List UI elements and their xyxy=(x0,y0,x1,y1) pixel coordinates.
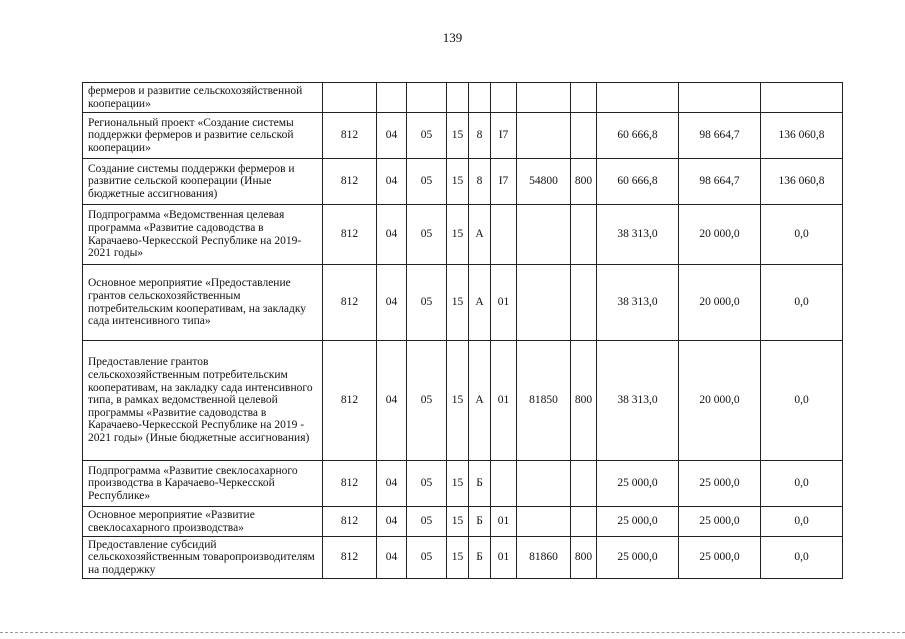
cell-csr-2: Б xyxy=(469,461,491,507)
cell-csr-3: I7 xyxy=(491,113,517,159)
cell-vr xyxy=(571,205,597,265)
page-number: 139 xyxy=(442,30,463,45)
cell-pr: 05 xyxy=(407,265,447,341)
cell-amount-3: 0,0 xyxy=(761,205,843,265)
cell-amount-3: 136 060,8 xyxy=(761,159,843,205)
table-row xyxy=(83,461,843,507)
cell-name: Предоставление грантов сельскохозяйственным потребительским кооперативам, на закладку сада интенсивного типа, в рамках ведомственной целевой программы «Развитие садоводства в Карачаево-Черкесской Республике на 2019 - 2021 годы» (Иные бюджетные ассигнования) xyxy=(83,341,323,461)
cell-amount-1: 60 666,8 xyxy=(597,113,679,159)
cell-amount-1: 25 000,0 xyxy=(597,537,679,579)
cell-amount-2: 20 000,0 xyxy=(679,341,761,461)
cell-rz: 04 xyxy=(377,461,407,507)
cell-amount-3: 0,0 xyxy=(761,461,843,507)
cell-name: Региональный проект «Создание системы поддержки фермеров и развитие сельской кооперации» xyxy=(83,113,323,159)
cell-rz: 04 xyxy=(377,537,407,579)
cell-name: Основное мероприятие «Развитие свеклосахарного производства» xyxy=(83,507,323,537)
cell-csr-1: 15 xyxy=(447,461,469,507)
cell-csr-1: 15 xyxy=(447,537,469,579)
cell-amount-1: 25 000,0 xyxy=(597,461,679,507)
cell-csr-3: 01 xyxy=(491,341,517,461)
cell-amount-2: 25 000,0 xyxy=(679,461,761,507)
cell-pr: 05 xyxy=(407,507,447,537)
cell-csr-4 xyxy=(517,507,571,537)
cell-rz: 04 xyxy=(377,113,407,159)
cell-csr-4 xyxy=(517,265,571,341)
cell-csr-4 xyxy=(517,83,571,113)
cell-amount-1: 38 313,0 xyxy=(597,205,679,265)
cell-amount-2 xyxy=(679,83,761,113)
cell-glv: 812 xyxy=(323,159,377,205)
cell-csr-1: 15 xyxy=(447,265,469,341)
cell-pr: 05 xyxy=(407,461,447,507)
cell-vr: 800 xyxy=(571,159,597,205)
cell-csr-2: А xyxy=(469,265,491,341)
cell-amount-3: 0,0 xyxy=(761,341,843,461)
cell-amount-3: 0,0 xyxy=(761,507,843,537)
cell-pr: 05 xyxy=(407,159,447,205)
cell-csr-1: 15 xyxy=(447,341,469,461)
cell-amount-3 xyxy=(761,83,843,113)
cell-csr-4 xyxy=(517,461,571,507)
cell-amount-3: 0,0 xyxy=(761,537,843,579)
table-row xyxy=(83,265,843,341)
cell-amount-1: 25 000,0 xyxy=(597,507,679,537)
cell-vr xyxy=(571,265,597,341)
cell-name: Основное мероприятие «Предоставление грантов сельскохозяйственным потребительским кооперативам, на закладку сада интенсивного типа» xyxy=(83,265,323,341)
cell-csr-1 xyxy=(447,83,469,113)
cell-name: Подпрограмма «Развитие свеклосахарного производства в Карачаево-Черкесской Республике» xyxy=(83,461,323,507)
table-row xyxy=(83,205,843,265)
table-row xyxy=(83,83,843,113)
cell-csr-2 xyxy=(469,83,491,113)
cell-pr: 05 xyxy=(407,537,447,579)
cell-vr: 800 xyxy=(571,341,597,461)
table-row xyxy=(83,537,843,579)
cell-amount-2: 98 664,7 xyxy=(679,113,761,159)
cell-name: Подпрограмма «Ведомственная целевая программа «Развитие садоводства в Карачаево-Черкесской Республике на 2019-2021 годы» xyxy=(83,205,323,265)
cell-amount-2: 20 000,0 xyxy=(679,265,761,341)
cell-amount-1: 38 313,0 xyxy=(597,341,679,461)
cell-csr-2: 8 xyxy=(469,113,491,159)
cell-glv xyxy=(323,83,377,113)
cell-csr-2: Б xyxy=(469,537,491,579)
cell-amount-2: 25 000,0 xyxy=(679,507,761,537)
table-row xyxy=(83,341,843,461)
cell-csr-3 xyxy=(491,205,517,265)
table-row xyxy=(83,507,843,537)
cell-csr-1: 15 xyxy=(447,205,469,265)
cell-pr: 05 xyxy=(407,113,447,159)
cell-amount-1 xyxy=(597,83,679,113)
cell-amount-1: 38 313,0 xyxy=(597,265,679,341)
cell-csr-3: I7 xyxy=(491,159,517,205)
cell-vr: 800 xyxy=(571,537,597,579)
cell-amount-3: 136 060,8 xyxy=(761,113,843,159)
cell-glv: 812 xyxy=(323,461,377,507)
page-bottom-edge xyxy=(0,632,905,633)
cell-amount-1: 60 666,8 xyxy=(597,159,679,205)
cell-name: Создание системы поддержки фермеров и развитие сельской кооперации (Иные бюджетные ассигнования) xyxy=(83,159,323,205)
cell-pr: 05 xyxy=(407,205,447,265)
cell-glv: 812 xyxy=(323,205,377,265)
cell-csr-3 xyxy=(491,83,517,113)
cell-rz: 04 xyxy=(377,265,407,341)
cell-csr-2: А xyxy=(469,341,491,461)
cell-pr: 05 xyxy=(407,341,447,461)
cell-vr xyxy=(571,113,597,159)
budget-table xyxy=(82,82,843,579)
cell-csr-2: А xyxy=(469,205,491,265)
cell-csr-1: 15 xyxy=(447,159,469,205)
cell-rz: 04 xyxy=(377,205,407,265)
cell-amount-3: 0,0 xyxy=(761,265,843,341)
cell-glv: 812 xyxy=(323,113,377,159)
cell-csr-1: 15 xyxy=(447,507,469,537)
cell-csr-3 xyxy=(491,461,517,507)
cell-csr-4: 54800 xyxy=(517,159,571,205)
cell-csr-4: 81860 xyxy=(517,537,571,579)
cell-vr xyxy=(571,461,597,507)
cell-csr-4 xyxy=(517,205,571,265)
cell-rz: 04 xyxy=(377,507,407,537)
table-row xyxy=(83,113,843,159)
cell-glv: 812 xyxy=(323,341,377,461)
table-row xyxy=(83,159,843,205)
cell-name: Предоставление субсидий сельскохозяйственным товаропроизводителям на поддержку xyxy=(83,537,323,579)
cell-csr-3: 01 xyxy=(491,537,517,579)
cell-glv: 812 xyxy=(323,537,377,579)
cell-vr xyxy=(571,83,597,113)
cell-csr-3: 01 xyxy=(491,265,517,341)
cell-rz: 04 xyxy=(377,159,407,205)
cell-csr-2: 8 xyxy=(469,159,491,205)
cell-csr-4: 81850 xyxy=(517,341,571,461)
cell-csr-4 xyxy=(517,113,571,159)
cell-amount-2: 25 000,0 xyxy=(679,537,761,579)
cell-rz xyxy=(377,83,407,113)
cell-csr-1: 15 xyxy=(447,113,469,159)
cell-vr xyxy=(571,507,597,537)
cell-glv: 812 xyxy=(323,507,377,537)
cell-csr-3: 01 xyxy=(491,507,517,537)
cell-csr-2: Б xyxy=(469,507,491,537)
cell-name: фермеров и развитие сельскохозяйственной кооперации» xyxy=(83,83,323,113)
cell-glv: 812 xyxy=(323,265,377,341)
cell-amount-2: 20 000,0 xyxy=(679,205,761,265)
cell-pr xyxy=(407,83,447,113)
cell-rz: 04 xyxy=(377,341,407,461)
cell-amount-2: 98 664,7 xyxy=(679,159,761,205)
